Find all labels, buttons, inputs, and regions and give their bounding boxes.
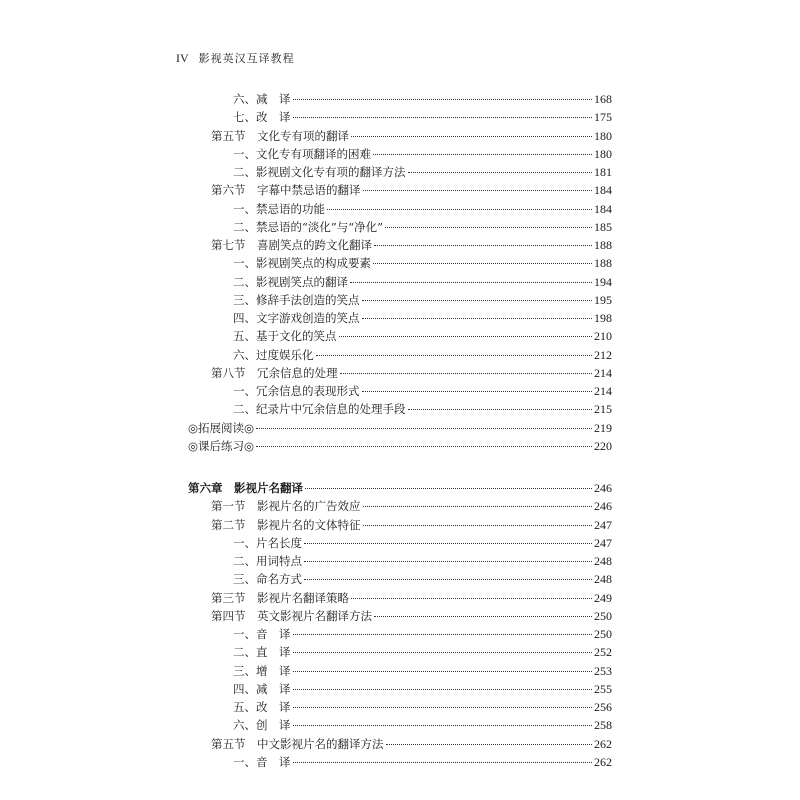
toc-label: 一、音 译 xyxy=(233,754,291,769)
toc-page-number: 184 xyxy=(594,183,612,198)
dot-leader xyxy=(386,744,593,745)
toc-label: 第八节 冗余信息的处理 xyxy=(211,365,338,380)
dot-leader xyxy=(362,318,593,319)
toc-label: 第六章 影视片名翻译 xyxy=(188,481,303,495)
toc-page-number: 248 xyxy=(594,572,612,587)
toc-label: 第七节 喜剧笑点的跨文化翻译 xyxy=(211,238,372,252)
dot-leader xyxy=(374,245,592,246)
page-number-roman: IV xyxy=(176,51,189,65)
dot-leader xyxy=(363,506,593,507)
toc-page-number: 248 xyxy=(594,554,612,568)
toc-item xyxy=(233,718,612,732)
toc-item xyxy=(233,348,612,362)
toc-page-number: 252 xyxy=(594,645,612,660)
toc-label: 三、增 译 xyxy=(233,663,291,678)
toc-label: 二、用词特点 xyxy=(233,554,302,568)
dot-leader xyxy=(374,616,592,617)
dot-leader xyxy=(293,671,593,672)
dot-leader xyxy=(362,300,593,301)
toc-page-number: 168 xyxy=(594,92,612,106)
toc-section xyxy=(211,129,612,143)
toc-label: 四、文字游戏创造的笑点 xyxy=(233,311,360,325)
toc-page-number: 188 xyxy=(594,256,612,271)
dot-leader xyxy=(293,689,593,690)
dot-leader xyxy=(408,409,593,410)
toc-label: 一、影视剧笑点的构成要素 xyxy=(233,256,371,271)
toc-item xyxy=(233,275,612,289)
toc-section xyxy=(211,518,612,532)
toc-page-number: 262 xyxy=(594,736,612,751)
toc-label: 二、纪录片中冗余信息的处理手段 xyxy=(233,402,406,417)
toc-label: 五、改 译 xyxy=(233,700,291,714)
toc-item xyxy=(233,402,612,416)
dot-leader xyxy=(385,227,592,228)
toc-page-number: 246 xyxy=(594,481,612,495)
toc-label: 第三节 影视片名翻译策略 xyxy=(211,590,349,605)
toc-item xyxy=(188,421,612,435)
toc-page-number: 255 xyxy=(594,681,612,696)
toc-label: 第五节 中文影视片名的翻译方法 xyxy=(211,736,384,751)
toc-label: ◎课后练习◎ xyxy=(188,438,255,453)
toc-item xyxy=(233,311,612,325)
toc-item xyxy=(233,554,612,568)
dot-leader xyxy=(350,282,592,283)
toc-item xyxy=(233,627,612,641)
toc-label: 一、片名长度 xyxy=(233,535,302,550)
dot-leader xyxy=(293,725,593,726)
toc-label: 六、过度娱乐化 xyxy=(233,347,314,362)
dot-leader xyxy=(327,209,592,210)
toc-chapter xyxy=(188,481,612,495)
running-head xyxy=(176,50,295,66)
toc-section xyxy=(211,238,612,252)
toc-item xyxy=(233,293,612,307)
toc-label: 一、禁忌语的功能 xyxy=(233,201,325,216)
toc-item xyxy=(233,147,612,161)
toc-label: 第一节 影视片名的广告效应 xyxy=(211,499,361,514)
dot-leader xyxy=(293,707,593,708)
toc-label: 第六节 字幕中禁忌语的翻译 xyxy=(211,183,361,198)
dot-leader xyxy=(293,652,593,653)
dot-leader xyxy=(293,634,593,635)
dot-leader xyxy=(363,525,593,526)
toc-page-number: 185 xyxy=(594,219,612,234)
toc-page-number: 250 xyxy=(594,608,612,623)
dot-leader xyxy=(373,154,592,155)
toc-label: 第五节 文化专有项的翻译 xyxy=(211,128,349,143)
book-title: 影视英汉互译教程 xyxy=(198,52,295,65)
toc-page-number: 258 xyxy=(594,718,612,733)
toc-label: 二、影视剧文化专有项的翻译方法 xyxy=(233,165,406,179)
toc-section xyxy=(211,183,612,197)
toc-page-number: 253 xyxy=(594,663,612,678)
dot-leader xyxy=(363,190,593,191)
dot-leader xyxy=(305,488,592,489)
toc-label: 四、减 译 xyxy=(233,681,291,696)
toc-page-number: 250 xyxy=(594,627,612,641)
toc-page-number: 247 xyxy=(594,535,612,550)
dot-leader xyxy=(316,355,593,356)
toc-label: 一、冗余信息的表现形式 xyxy=(233,384,360,398)
toc-item xyxy=(233,220,612,234)
toc-page-number: 195 xyxy=(594,292,612,307)
toc-page-number: 210 xyxy=(594,329,612,344)
toc-section xyxy=(211,366,612,380)
toc-section xyxy=(211,499,612,513)
toc-label: 二、影视剧笑点的翻译 xyxy=(233,274,348,289)
toc-page-number: 194 xyxy=(594,274,612,289)
dot-leader xyxy=(340,373,593,374)
toc-page-number: 256 xyxy=(594,700,612,714)
toc-page-number: 184 xyxy=(594,201,612,216)
toc-item xyxy=(233,202,612,216)
toc-item xyxy=(233,110,612,124)
toc-label: 六、创 译 xyxy=(233,718,291,733)
toc-page-number: 175 xyxy=(594,110,612,125)
toc-label: 二、禁忌语的“淡化”与“净化” xyxy=(233,219,384,234)
toc-item xyxy=(233,682,612,696)
toc-page-number: 181 xyxy=(594,165,612,179)
toc-label: 七、改 译 xyxy=(233,110,291,125)
dot-leader xyxy=(304,561,592,562)
toc-section xyxy=(211,591,612,605)
toc-page-number: 246 xyxy=(594,499,612,514)
toc-label: 第四节 英文影视片名翻译方法 xyxy=(211,608,372,623)
toc-item xyxy=(233,664,612,678)
toc-label: 六、减 译 xyxy=(233,92,291,106)
dot-leader xyxy=(293,99,593,100)
toc-item xyxy=(233,92,612,106)
dot-leader xyxy=(293,117,593,118)
toc-label: 一、文化专有项翻译的困难 xyxy=(233,146,371,161)
dot-leader xyxy=(408,172,593,173)
toc-section xyxy=(211,737,612,751)
toc-page-number: 212 xyxy=(594,347,612,362)
toc-item xyxy=(188,439,612,453)
dot-leader xyxy=(256,428,592,429)
dot-leader xyxy=(256,446,592,447)
toc-label: ◎拓展阅读◎ xyxy=(188,420,255,435)
toc-item xyxy=(233,165,612,179)
toc-item xyxy=(233,700,612,714)
toc-item xyxy=(233,384,612,398)
toc-page-number: 180 xyxy=(594,128,612,143)
toc-page-number: 214 xyxy=(594,365,612,380)
toc-item xyxy=(233,755,612,769)
dot-leader xyxy=(293,762,593,763)
toc-page-number: 214 xyxy=(594,384,612,398)
dot-leader xyxy=(304,579,592,580)
toc-page-number: 262 xyxy=(594,754,612,769)
toc-item xyxy=(233,645,612,659)
dot-leader xyxy=(373,263,592,264)
toc-item xyxy=(233,536,612,550)
toc-page-number: 249 xyxy=(594,590,612,605)
toc-label: 第二节 影视片名的文体特征 xyxy=(211,517,361,532)
toc-page-number: 188 xyxy=(594,238,612,252)
toc-item xyxy=(233,572,612,586)
toc-label: 三、修辞手法创造的笑点 xyxy=(233,292,360,307)
toc-item xyxy=(233,329,612,343)
dot-leader xyxy=(351,598,592,599)
toc-label: 五、基于文化的笑点 xyxy=(233,329,337,344)
toc-label: 一、音 译 xyxy=(233,627,291,641)
dot-leader xyxy=(339,336,593,337)
toc-section xyxy=(211,609,612,623)
toc-page-number: 220 xyxy=(594,438,612,453)
dot-leader xyxy=(304,543,592,544)
toc-label: 三、命名方式 xyxy=(233,572,302,587)
toc-label: 二、直 译 xyxy=(233,645,291,660)
toc-page-number: 180 xyxy=(594,146,612,161)
dot-leader xyxy=(362,391,593,392)
toc-page-number: 219 xyxy=(594,420,612,435)
toc-item xyxy=(233,256,612,270)
toc-page-number: 198 xyxy=(594,311,612,325)
dot-leader xyxy=(351,136,592,137)
toc-page-number: 215 xyxy=(594,402,612,417)
toc-page-number: 247 xyxy=(594,517,612,532)
